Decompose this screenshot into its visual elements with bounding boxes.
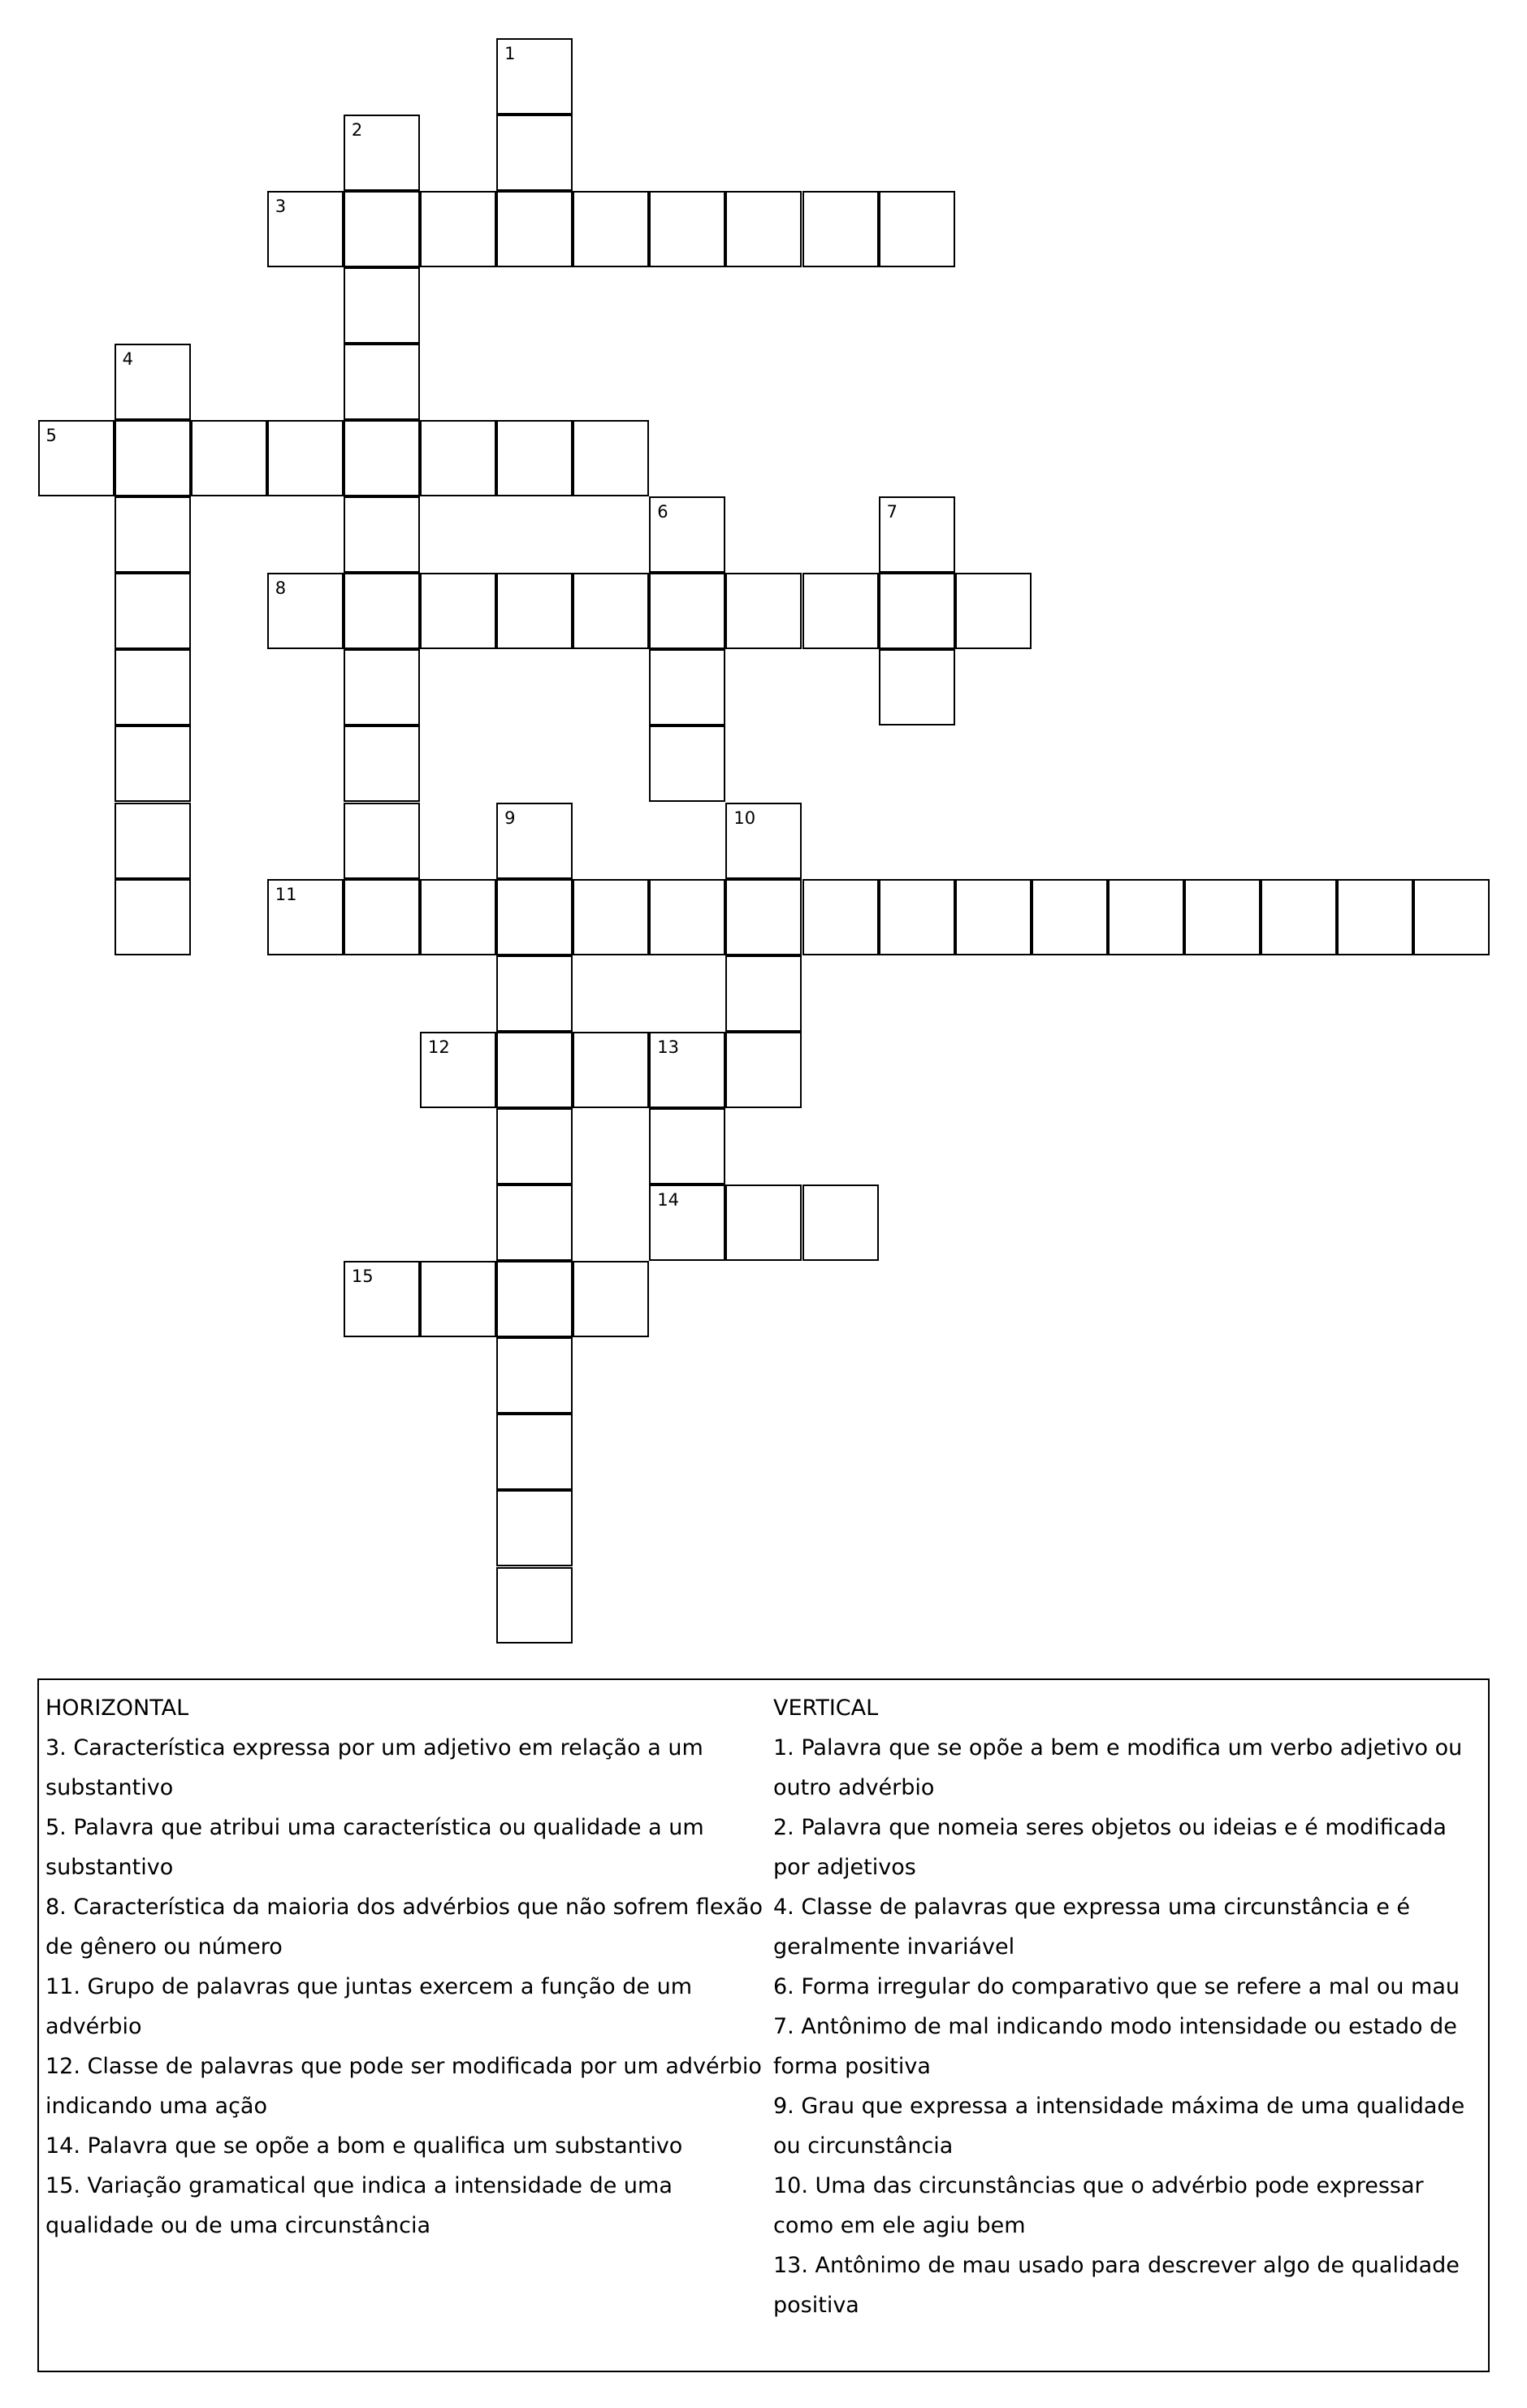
grid-cell[interactable]: [420, 1261, 496, 1337]
grid-cell[interactable]: [344, 267, 420, 344]
clue-number: 11: [275, 884, 297, 904]
vertical-heading: VERTICAL: [773, 1696, 879, 1721]
grid-cell[interactable]: [725, 803, 802, 879]
grid-cell[interactable]: [802, 879, 879, 955]
grid-cell[interactable]: [38, 420, 115, 496]
grid-cell[interactable]: [573, 1032, 649, 1108]
grid-cell[interactable]: [115, 649, 191, 725]
grid-cell[interactable]: [496, 1261, 573, 1337]
clue-horizontal-3: 3. Característica expressa por um adjetivo em relação a um substantivo: [45, 1735, 703, 1800]
grid-cell[interactable]: [573, 573, 649, 649]
grid-cell[interactable]: [649, 573, 725, 649]
grid-cell[interactable]: [115, 344, 191, 420]
clue-vertical-6: 6. Forma irregular do comparativo que se refere a mal ou mau: [773, 1974, 1460, 1999]
grid-cell[interactable]: [496, 1032, 573, 1108]
clue-vertical-4: 4. Classe de palavras que expressa uma circunstância e é geralmente invariável: [773, 1895, 1411, 1960]
grid-cell[interactable]: [649, 1185, 725, 1261]
grid-cell[interactable]: [344, 573, 420, 649]
grid-cell[interactable]: [115, 496, 191, 573]
grid-cell[interactable]: [496, 191, 573, 267]
clue-number: 4: [122, 349, 133, 369]
grid-cell[interactable]: [879, 573, 955, 649]
grid-cell[interactable]: [420, 879, 496, 955]
grid-cell[interactable]: [496, 38, 573, 115]
grid-cell[interactable]: [725, 573, 802, 649]
grid-cell[interactable]: [496, 115, 573, 191]
grid-cell[interactable]: [802, 1185, 879, 1261]
clue-vertical-7: 7. Antônimo de mal indicando modo intensidade ou estado de forma positiva: [773, 2014, 1457, 2079]
grid-cell[interactable]: [1261, 879, 1337, 955]
grid-cell[interactable]: [344, 496, 420, 573]
grid-cell[interactable]: [649, 879, 725, 955]
clue-number: 12: [428, 1037, 450, 1057]
grid-cell[interactable]: [496, 955, 573, 1032]
grid-cell[interactable]: [649, 649, 725, 725]
grid-cell[interactable]: [420, 1032, 496, 1108]
clue-number: 6: [657, 502, 668, 522]
vertical-clues: [773, 1688, 1480, 2325]
clue-number: 8: [275, 578, 287, 599]
grid-cell[interactable]: [344, 344, 420, 420]
clue-vertical-1: 1. Palavra que se opõe a bem e modifica um verbo adjetivo ou outro advérbio: [773, 1735, 1463, 1800]
grid-cell[interactable]: [725, 879, 802, 955]
grid-cell[interactable]: [496, 1414, 573, 1490]
grid-cell[interactable]: [496, 879, 573, 955]
grid-cell[interactable]: [344, 803, 420, 879]
grid-cell[interactable]: [1337, 879, 1413, 955]
grid-cell[interactable]: [496, 420, 573, 496]
clues-box: [37, 1678, 1490, 2372]
clue-number: 13: [657, 1037, 680, 1057]
grid-cell[interactable]: [344, 115, 420, 191]
clue-horizontal-11: 11. Grupo de palavras que juntas exercem a função de um advérbio: [45, 1974, 693, 2039]
grid-cell[interactable]: [802, 191, 879, 267]
grid-cell[interactable]: [649, 1032, 725, 1108]
grid-cell[interactable]: [955, 573, 1032, 649]
grid-cell[interactable]: [725, 191, 802, 267]
clue-horizontal-5: 5. Palavra que atribui uma característica ou qualidade a um substantivo: [45, 1815, 704, 1880]
grid-cell[interactable]: [649, 496, 725, 573]
grid-cell[interactable]: [344, 420, 420, 496]
grid-cell[interactable]: [955, 879, 1032, 955]
grid-cell[interactable]: [344, 1261, 420, 1337]
grid-cell[interactable]: [420, 573, 496, 649]
grid-cell[interactable]: [267, 191, 344, 267]
clue-number: 5: [45, 426, 57, 445]
grid-cell[interactable]: [115, 725, 191, 802]
grid-cell[interactable]: [115, 420, 191, 496]
clue-horizontal-15: 15. Variação gramatical que indica a intensidade de uma qualidade ou de uma circunstância: [45, 2173, 673, 2238]
grid-cell[interactable]: [115, 573, 191, 649]
clue-vertical-10: 10. Uma das circunstâncias que o advérbio pode expressar como em ele agiu bem: [773, 2173, 1424, 2238]
grid-cell[interactable]: [725, 1185, 802, 1261]
grid-cell[interactable]: [115, 803, 191, 879]
grid-cell[interactable]: [1413, 879, 1490, 955]
grid-cell[interactable]: [496, 803, 573, 879]
grid-cell[interactable]: [879, 496, 955, 573]
clue-number: 3: [275, 196, 287, 216]
clue-vertical-13: 13. Antônimo de mau usado para descrever algo de qualidade positiva: [773, 2253, 1460, 2318]
clue-number: 14: [657, 1190, 680, 1210]
grid-cell[interactable]: [1184, 879, 1261, 955]
grid-cell[interactable]: [344, 649, 420, 725]
clue-number: 7: [886, 502, 898, 522]
grid-cell[interactable]: [420, 420, 496, 496]
grid-cell[interactable]: [496, 1185, 573, 1261]
grid-cell[interactable]: [344, 191, 420, 267]
grid-cell[interactable]: [1108, 879, 1184, 955]
grid-cell[interactable]: [649, 725, 725, 802]
clue-horizontal-12: 12. Classe de palavras que pode ser modificada por um advérbio indicando uma ação: [45, 2054, 762, 2119]
horizontal-heading: HORIZONTAL: [45, 1696, 189, 1721]
grid-cell[interactable]: [496, 573, 573, 649]
clue-number: 1: [504, 43, 516, 63]
grid-cell[interactable]: [573, 420, 649, 496]
clue-vertical-2: 2. Palavra que nomeia seres objetos ou ideias e é modificada por adjetivos: [773, 1815, 1447, 1880]
clue-vertical-9: 9. Grau que expressa a intensidade máxima de uma qualidade ou circunstância: [773, 2094, 1465, 2159]
clue-number: 10: [733, 808, 756, 828]
grid-cell[interactable]: [191, 420, 267, 496]
clue-number: 15: [351, 1267, 374, 1287]
grid-cell[interactable]: [802, 573, 879, 649]
grid-cell[interactable]: [267, 420, 344, 496]
grid-cell[interactable]: [420, 191, 496, 267]
grid-cell[interactable]: [725, 955, 802, 1032]
grid-cell[interactable]: [496, 1567, 573, 1644]
grid-cell[interactable]: [496, 1108, 573, 1185]
grid-cell[interactable]: [649, 191, 725, 267]
clue-number: 9: [504, 808, 516, 828]
grid-cell[interactable]: [344, 725, 420, 802]
horizontal-clues: [45, 1688, 785, 2246]
grid-cell[interactable]: [879, 879, 955, 955]
clue-horizontal-14: 14. Palavra que se opõe a bom e qualifica um substantivo: [45, 2133, 683, 2159]
grid-cell[interactable]: [573, 1261, 649, 1337]
grid-cell[interactable]: [267, 879, 344, 955]
grid-cell[interactable]: [725, 1032, 802, 1108]
clue-number: 2: [351, 119, 363, 140]
grid-cell[interactable]: [496, 1337, 573, 1414]
grid-cell[interactable]: [1032, 879, 1108, 955]
grid-cell[interactable]: [344, 879, 420, 955]
grid-cell[interactable]: [267, 573, 344, 649]
grid-cell[interactable]: [496, 1490, 573, 1566]
grid-cell[interactable]: [573, 191, 649, 267]
grid-cell[interactable]: [879, 191, 955, 267]
grid-cell[interactable]: [115, 879, 191, 955]
grid-cell[interactable]: [573, 879, 649, 955]
grid-cell[interactable]: [879, 649, 955, 725]
clue-horizontal-8: 8. Característica da maioria dos advérbios que não sofrem flexão de gênero ou número: [45, 1895, 763, 1960]
grid-cell[interactable]: [649, 1108, 725, 1185]
